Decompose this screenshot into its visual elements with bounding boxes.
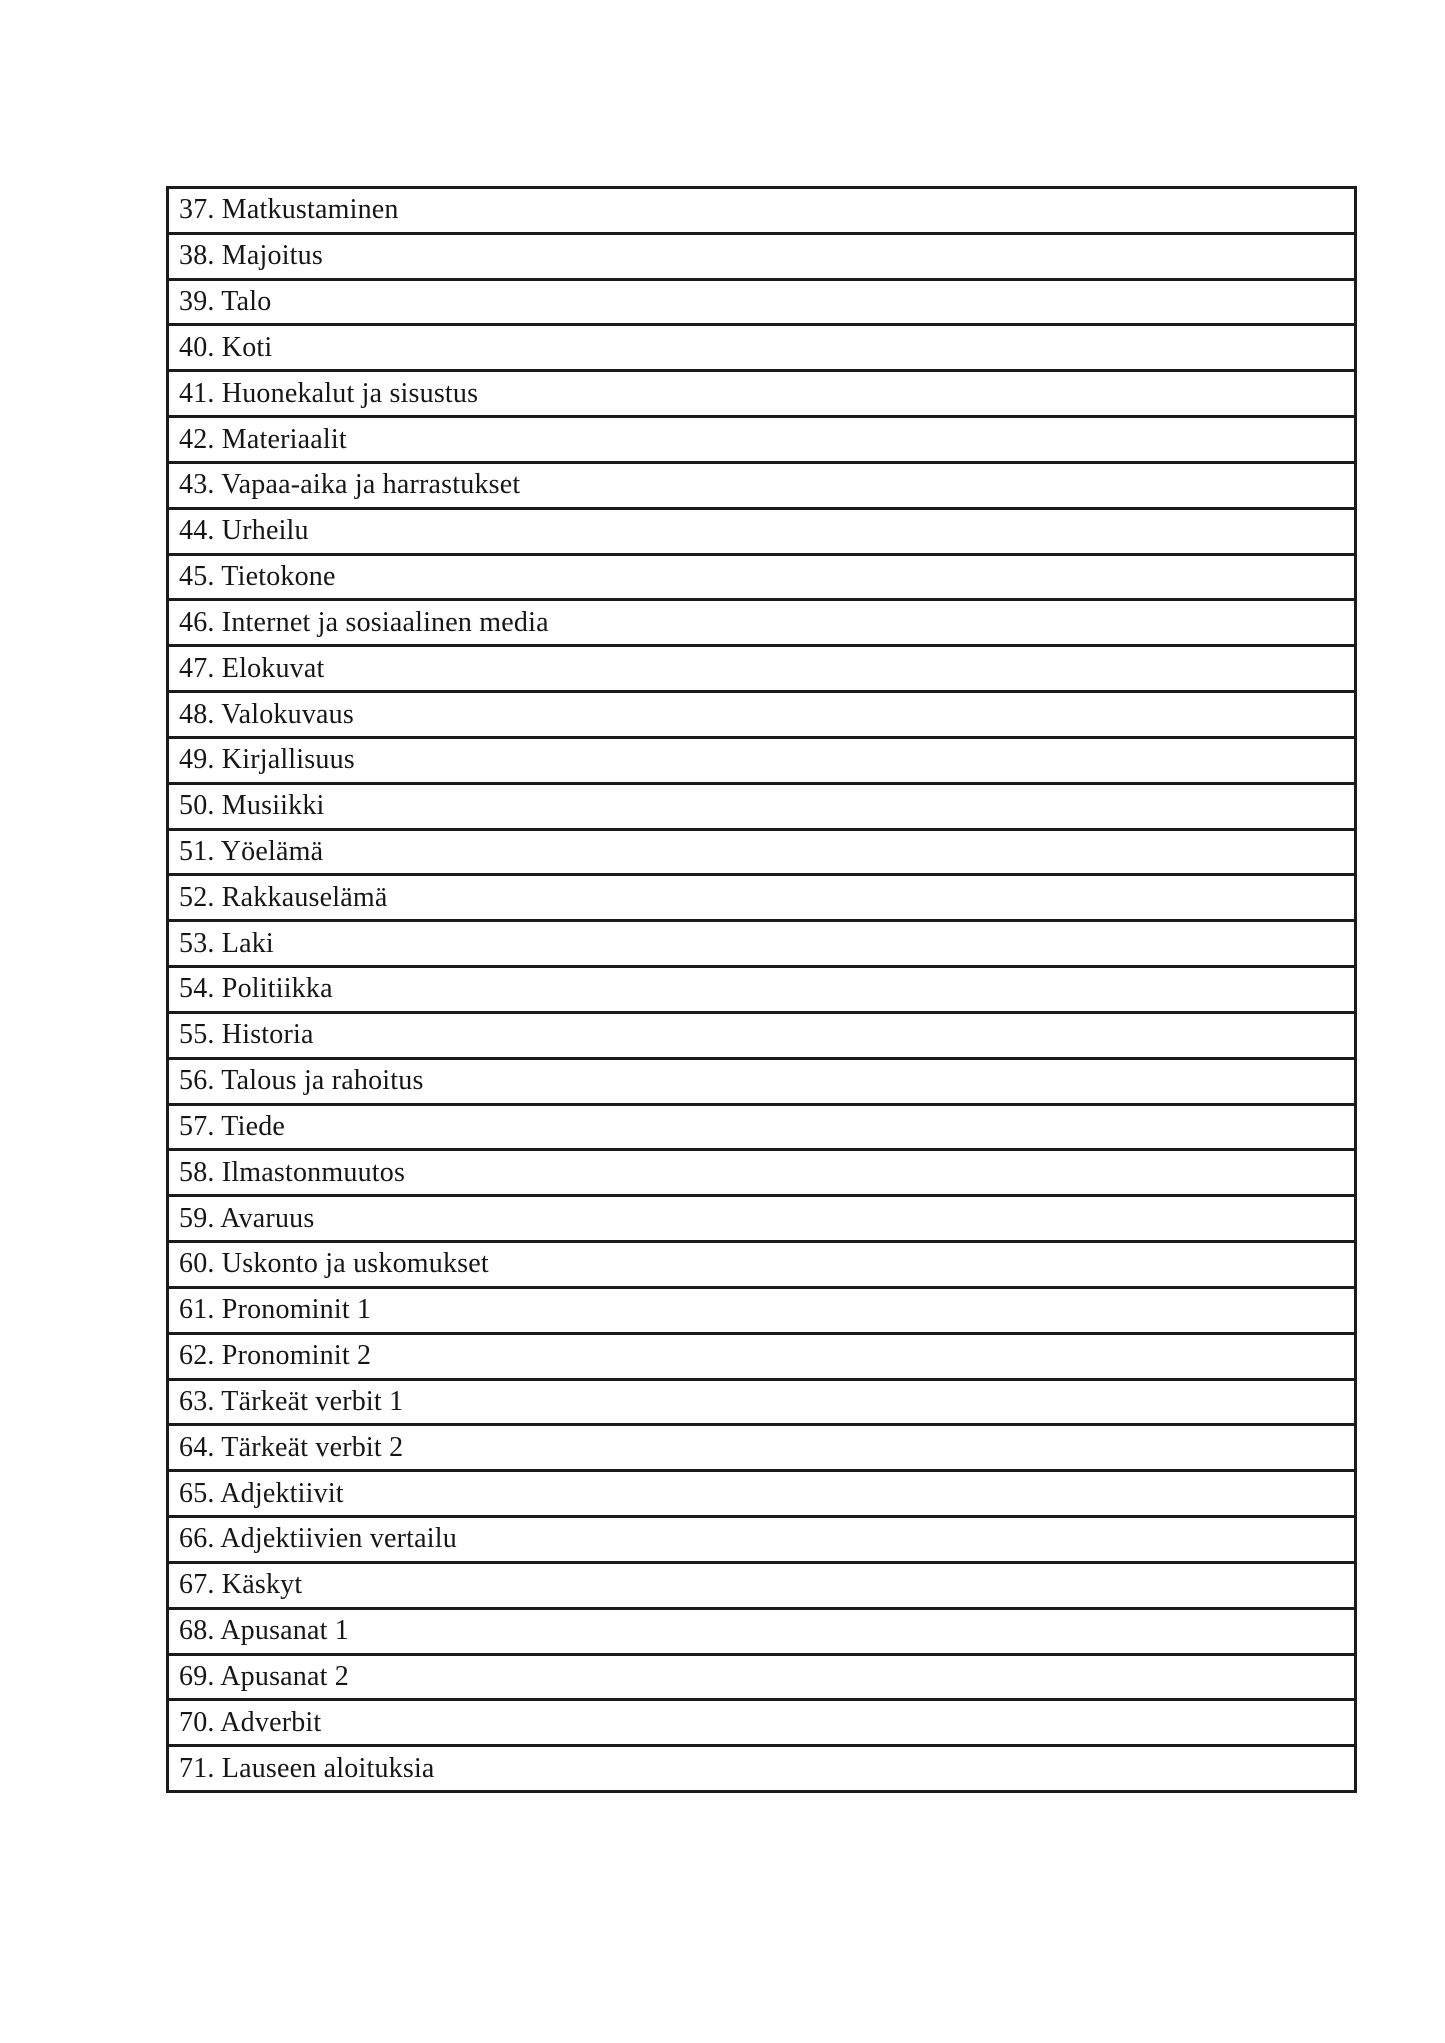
toc-row	[169, 1243, 1354, 1289]
toc-row	[169, 693, 1354, 739]
toc-row	[169, 1106, 1354, 1152]
toc-entry-label: 65. Adjektiivit	[179, 1477, 344, 1509]
toc-row	[169, 968, 1354, 1014]
toc-entry-label: 49. Kirjallisuus	[179, 744, 355, 776]
toc-entry-label: 54. Politiikka	[179, 973, 333, 1005]
toc-row	[169, 1289, 1354, 1335]
toc-row	[169, 1060, 1354, 1106]
toc-entry-label: 45. Tietokone	[179, 561, 336, 593]
toc-row	[169, 922, 1354, 968]
toc-entry-label: 52. Rakkauselämä	[179, 881, 388, 913]
toc-row	[169, 189, 1354, 235]
toc-row	[169, 1014, 1354, 1060]
toc-row	[169, 1151, 1354, 1197]
toc-row	[169, 831, 1354, 877]
toc-entry-label: 55. Historia	[179, 1019, 314, 1051]
table-of-contents	[166, 186, 1357, 1793]
toc-entry-label: 48. Valokuvaus	[179, 698, 354, 730]
toc-entry-label: 71. Lauseen aloituksia	[179, 1752, 435, 1784]
toc-row	[169, 1610, 1354, 1656]
toc-entry-label: 47. Elokuvat	[179, 652, 325, 684]
toc-row	[169, 785, 1354, 831]
toc-entry-label: 40. Koti	[179, 331, 273, 363]
toc-row	[169, 326, 1354, 372]
toc-entry-label: 53. Laki	[179, 927, 274, 959]
toc-entry-label: 70. Adverbit	[179, 1706, 322, 1738]
toc-row	[169, 1335, 1354, 1381]
toc-entry-label: 67. Käskyt	[179, 1569, 303, 1601]
toc-entry-label: 60. Uskonto ja uskomukset	[179, 1248, 489, 1280]
toc-row	[169, 1656, 1354, 1702]
toc-entry-label: 41. Huonekalut ja sisustus	[179, 377, 479, 409]
toc-entry-label: 62. Pronominit 2	[179, 1340, 372, 1372]
toc-entry-label: 64. Tärkeät verbit 2	[179, 1431, 404, 1463]
toc-entry-label: 42. Materiaalit	[179, 423, 347, 455]
toc-row	[169, 1472, 1354, 1518]
toc-entry-label: 57. Tiede	[179, 1110, 286, 1142]
toc-entry-label: 39. Talo	[179, 286, 272, 318]
toc-row	[169, 418, 1354, 464]
toc-row	[169, 1381, 1354, 1427]
toc-entry-label: 56. Talous ja rahoitus	[179, 1065, 424, 1097]
toc-entry-label: 51. Yöelämä	[179, 836, 324, 867]
toc-row	[169, 647, 1354, 693]
toc-row	[169, 1197, 1354, 1243]
toc-row	[169, 1518, 1354, 1564]
toc-entry-label: 61. Pronominit 1	[179, 1294, 372, 1326]
toc-entry-label: 44. Urheilu	[179, 515, 309, 547]
toc-entry-label: 43. Vapaa-aika ja harrastukset	[179, 469, 521, 501]
toc-row	[169, 464, 1354, 510]
toc-entry-label: 46. Internet ja sosiaalinen media	[179, 606, 549, 638]
toc-row	[169, 1426, 1354, 1472]
toc-entry-label: 38. Majoitus	[179, 240, 323, 272]
toc-entry-label: 37. Matkustaminen	[179, 194, 399, 226]
toc-row	[169, 1701, 1354, 1747]
toc-entry-label: 59. Avaruus	[179, 1202, 315, 1234]
toc-row	[169, 281, 1354, 327]
toc-entry-label: 50. Musiikki	[179, 790, 325, 822]
toc-entry-label: 58. Ilmastonmuutos	[179, 1156, 406, 1188]
toc-row	[169, 372, 1354, 418]
toc-row	[169, 876, 1354, 922]
toc-row	[169, 235, 1354, 281]
toc-row	[169, 556, 1354, 602]
toc-entry-label: 69. Apusanat 2	[179, 1660, 350, 1692]
toc-row	[169, 1564, 1354, 1610]
toc-entry-label: 66. Adjektiivien vertailu	[179, 1523, 457, 1555]
toc-entry-label: 68. Apusanat 1	[179, 1615, 350, 1647]
toc-row	[169, 739, 1354, 785]
toc-row	[169, 1747, 1354, 1790]
toc-row	[169, 601, 1354, 647]
toc-row	[169, 510, 1354, 556]
toc-entry-label: 63. Tärkeät verbit 1	[179, 1385, 404, 1417]
